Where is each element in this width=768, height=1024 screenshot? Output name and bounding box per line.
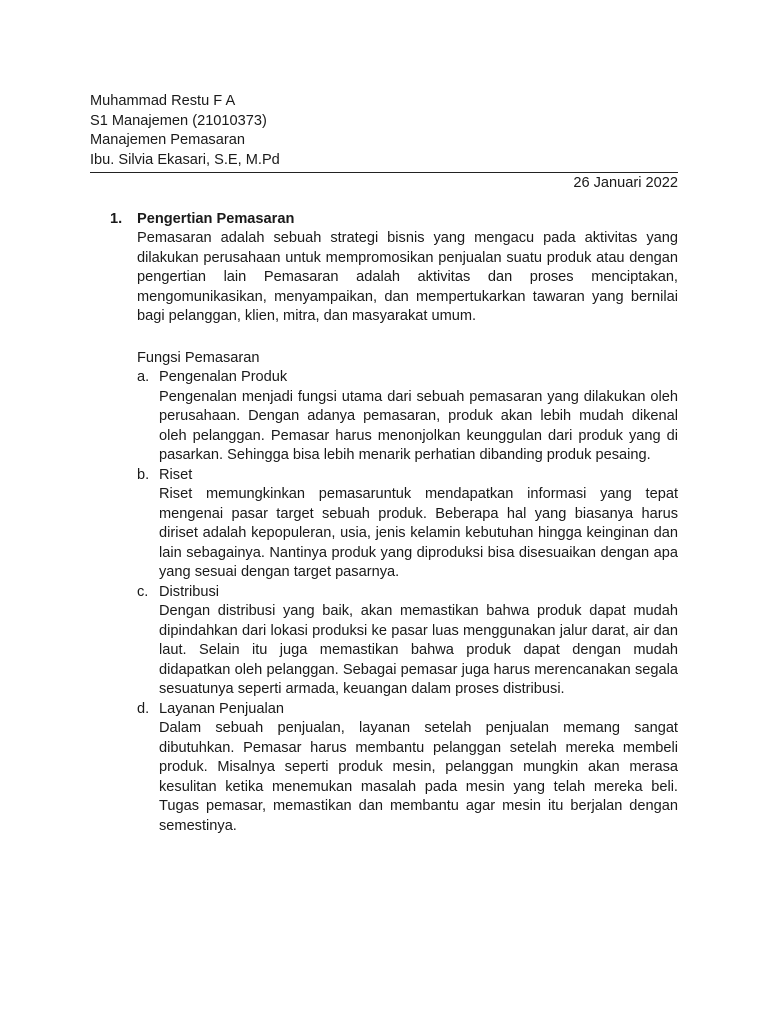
list-item [137, 368, 678, 466]
author-name: Muhammad Restu F A [90, 93, 236, 109]
list-item-text: Dengan distribusi yang baik, akan memastikan bahwa produk dapat mudah dipindahkan dari lokasi produksi ke pasar luas menggunakan jalur darat, air dan laut. Selain itu juga memastikan bahwa produk dapat dengan mudah didapatkan oleh pelanggan. Sebagai pemasar juga harus merencanakan segala sesuatunya seperti armada, keuangan dalam proses distribusi. [159, 603, 678, 697]
list-item [137, 466, 678, 583]
list-item-text: Pengenalan menjadi fungsi utama dari sebuah pemasaran yang dilakukan oleh perusahaan. Dengan adanya pemasaran, produk akan lebih mudah dikenal oleh pelanggan. Pemasar harus menonjolkan keunggulan dari produk yang di pasarkan. Sehingga bisa lebih menarik perhatian dibanding produk pesaing. [159, 388, 678, 463]
document-header [90, 92, 680, 194]
header-divider [90, 172, 678, 173]
list-item [137, 700, 678, 837]
list-item-text: Riset memungkinkan pemasaruntuk mendapatkan informasi yang tepat mengenai pasar target sebuah produk. Beberapa hal yang biasanya harus diriset adalah kepopuleran, usia, jenis kelamin kebutuhan hingga keinginan dan lain sebagainya. Nantinya produk yang diproduksi bisa disesuaikan dengan apa yang sesuai dengan target pasarnya. [159, 486, 678, 580]
list-item-letter: b. [137, 466, 150, 483]
list-item-text: Dalam sebuah penjualan, layanan setelah penjualan memang sangat dibutuhkan. Pemasar harus membantu pelanggan setelah mereka membeli produk. Misalnya seperti produk mesin, pelanggan mungkin akan merasa kesulitan ketika menemukan masalah pada mesin yang telah mereka beli. Tugas pemasar, memastikan dan membantu agar mesin itu berjalan dengan semestinya. [159, 720, 678, 834]
list-item-title: Riset [159, 466, 193, 483]
section-number: 1. [110, 211, 123, 227]
list-item [137, 583, 678, 700]
list-item-title: Distribusi [159, 583, 220, 600]
section-title: Pengertian Pemasaran [137, 211, 295, 227]
course-name: Manajemen Pemasaran [90, 132, 245, 148]
lecturer-name: Ibu. Silvia Ekasari, S.E, M.Pd [90, 151, 280, 168]
spacer [137, 327, 678, 349]
study-program: S1 Manajemen (21010373) [90, 112, 267, 129]
definition-paragraph: Pemasaran adalah sebuah strategi bisnis yang mengacu pada aktivitas yang dilakukan perusahaan untuk mempromosikan penjualan suatu produk atau dengan pengertian lain Pemasaran adalah aktivitas dan proses menciptakan, mengomunikasikan, menyampaikan, dan mempertukarkan tawaran yang bernilai bagi pelanggan, klien, mitra, dan masyarakat umum. [137, 230, 678, 324]
list-item-title: Layanan Penjualan [159, 700, 284, 717]
document-date: 26 Januari 2022 [573, 175, 678, 191]
fungsi-title: Fungsi Pemasaran [137, 349, 260, 366]
list-item-title: Pengenalan Produk [159, 369, 288, 385]
list-item-letter: c. [137, 583, 149, 600]
list-item-letter: a. [137, 369, 150, 385]
list-item-letter: d. [137, 700, 150, 717]
section-1 [110, 209, 678, 836]
section-body [137, 209, 678, 836]
